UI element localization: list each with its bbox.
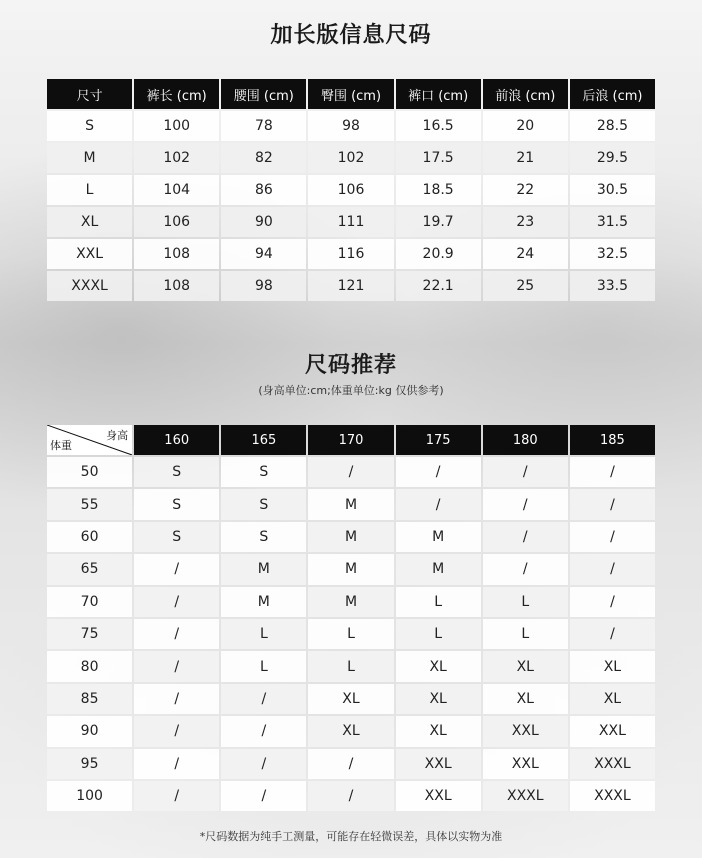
size-value-cell: 16.5 — [396, 111, 481, 141]
recommended-size-cell: / — [221, 781, 306, 811]
recommendation-row — [47, 619, 655, 649]
recommendation-subtitle: (身高单位:cm;体重单位:kg 仅供参考) — [258, 384, 444, 397]
size-value-cell: 19.7 — [396, 207, 481, 237]
recommended-size-cell: / — [134, 781, 219, 811]
recommended-size-cell: / — [134, 749, 219, 779]
recommended-size-cell: L — [396, 619, 481, 649]
recommended-size-cell: / — [134, 684, 219, 714]
header-cell: 尺寸 — [47, 79, 132, 109]
recommended-size-cell: M — [308, 554, 393, 584]
recommended-size-cell: S — [221, 489, 306, 519]
size-row — [47, 175, 655, 205]
recommendation-table — [45, 423, 657, 813]
recommended-size-cell: L — [221, 619, 306, 649]
size-value-cell: 18.5 — [396, 175, 481, 205]
size-value-cell: 31.5 — [570, 207, 655, 237]
height-header-cell: 185 — [570, 425, 655, 455]
size-value-cell: 90 — [221, 207, 306, 237]
recommended-size-cell: / — [570, 587, 655, 617]
recommended-size-cell: / — [570, 489, 655, 519]
size-value-cell: 17.5 — [396, 143, 481, 173]
recommended-size-cell: L — [308, 651, 393, 681]
recommended-size-cell: M — [308, 489, 393, 519]
weight-cell: 90 — [47, 716, 132, 746]
recommended-size-cell: / — [570, 457, 655, 487]
size-label-cell: L — [47, 175, 132, 205]
weight-cell: 85 — [47, 684, 132, 714]
height-header-row — [47, 425, 655, 455]
recommended-size-cell: XXL — [396, 749, 481, 779]
recommended-size-cell: / — [570, 522, 655, 552]
recommended-size-cell: / — [483, 489, 568, 519]
recommended-size-cell: S — [134, 457, 219, 487]
size-value-cell: 106 — [134, 207, 219, 237]
size-value-cell: 121 — [308, 271, 393, 301]
recommended-size-cell: / — [308, 457, 393, 487]
size-value-cell: 86 — [221, 175, 306, 205]
recommended-size-cell: / — [134, 554, 219, 584]
size-row — [47, 207, 655, 237]
recommended-size-cell: / — [221, 749, 306, 779]
recommended-size-cell: M — [396, 522, 481, 552]
corner-header-cell — [47, 425, 132, 455]
weight-cell: 65 — [47, 554, 132, 584]
height-header-cell: 175 — [396, 425, 481, 455]
size-row — [47, 143, 655, 173]
size-value-cell: 25 — [483, 271, 568, 301]
weight-cell: 50 — [47, 457, 132, 487]
recommended-size-cell: / — [483, 554, 568, 584]
size-row — [47, 239, 655, 269]
recommendation-row — [47, 651, 655, 681]
size-value-cell: 24 — [483, 239, 568, 269]
recommended-size-cell: L — [483, 587, 568, 617]
size-value-cell: 111 — [308, 207, 393, 237]
weight-cell: 75 — [47, 619, 132, 649]
recommended-size-cell: / — [308, 781, 393, 811]
size-label-cell: XL — [47, 207, 132, 237]
header-cell: 前浪 (cm) — [483, 79, 568, 109]
size-value-cell: 106 — [308, 175, 393, 205]
height-header-cell: 170 — [308, 425, 393, 455]
recommended-size-cell: / — [221, 716, 306, 746]
header-cell: 裤长 (cm) — [134, 79, 219, 109]
recommended-size-cell: XL — [308, 684, 393, 714]
recommended-size-cell: L — [221, 651, 306, 681]
recommended-size-cell: / — [483, 457, 568, 487]
recommended-size-cell: XL — [396, 716, 481, 746]
size-value-cell: 30.5 — [570, 175, 655, 205]
size-row — [47, 271, 655, 301]
recommended-size-cell: / — [483, 522, 568, 552]
weight-cell: 60 — [47, 522, 132, 552]
size-value-cell: 116 — [308, 239, 393, 269]
size-value-cell: 22 — [483, 175, 568, 205]
recommended-size-cell: / — [134, 716, 219, 746]
size-value-cell: 20 — [483, 111, 568, 141]
size-header-row — [47, 79, 655, 109]
recommended-size-cell: / — [308, 749, 393, 779]
size-value-cell: 98 — [221, 271, 306, 301]
recommended-size-cell: L — [483, 619, 568, 649]
recommendation-row — [47, 522, 655, 552]
recommended-size-cell: L — [396, 587, 481, 617]
recommended-size-cell: XL — [483, 651, 568, 681]
recommended-size-cell: M — [221, 554, 306, 584]
recommended-size-cell: XXXL — [483, 781, 568, 811]
recommended-size-cell: XL — [396, 684, 481, 714]
recommended-size-cell: M — [308, 522, 393, 552]
recommended-size-cell: M — [396, 554, 481, 584]
size-value-cell: 82 — [221, 143, 306, 173]
size-info-title: 加长版信息尺码 — [270, 23, 432, 48]
size-row — [47, 111, 655, 141]
size-value-cell: 100 — [134, 111, 219, 141]
header-cell: 臀围 (cm) — [308, 79, 393, 109]
recommended-size-cell: / — [396, 489, 481, 519]
recommended-size-cell: S — [134, 489, 219, 519]
size-value-cell: 102 — [308, 143, 393, 173]
recommendation-row — [47, 457, 655, 487]
size-value-cell: 32.5 — [570, 239, 655, 269]
recommended-size-cell: S — [221, 457, 306, 487]
size-value-cell: 98 — [308, 111, 393, 141]
recommended-size-cell: XL — [308, 716, 393, 746]
recommended-size-cell: S — [134, 522, 219, 552]
size-label-cell: XXXL — [47, 271, 132, 301]
recommended-size-cell: M — [308, 587, 393, 617]
header-cell: 后浪 (cm) — [570, 79, 655, 109]
weight-cell: 80 — [47, 651, 132, 681]
recommended-size-cell: XL — [570, 684, 655, 714]
size-value-cell: 28.5 — [570, 111, 655, 141]
size-value-cell: 21 — [483, 143, 568, 173]
recommendation-row — [47, 716, 655, 746]
recommended-size-cell: / — [221, 684, 306, 714]
size-value-cell: 22.1 — [396, 271, 481, 301]
size-value-cell: 102 — [134, 143, 219, 173]
footnote: *尺码数据为纯手工测量，可能存在轻微误差，具体以实物为准 — [199, 830, 503, 843]
header-cell: 腰围 (cm) — [221, 79, 306, 109]
recommended-size-cell: XL — [483, 684, 568, 714]
header-cell: 裤口 (cm) — [396, 79, 481, 109]
size-value-cell: 94 — [221, 239, 306, 269]
size-value-cell: 20.9 — [396, 239, 481, 269]
recommended-size-cell: / — [570, 554, 655, 584]
recommended-size-cell: S — [221, 522, 306, 552]
recommendation-row — [47, 749, 655, 779]
height-header-cell: 180 — [483, 425, 568, 455]
recommended-size-cell: XXL — [483, 716, 568, 746]
recommended-size-cell: / — [396, 457, 481, 487]
recommended-size-cell: M — [221, 587, 306, 617]
size-value-cell: 104 — [134, 175, 219, 205]
recommendation-title: 尺码推荐 — [304, 353, 397, 378]
size-value-cell: 108 — [134, 271, 219, 301]
recommended-size-cell: L — [308, 619, 393, 649]
weight-cell: 100 — [47, 781, 132, 811]
size-label-cell: M — [47, 143, 132, 173]
weight-cell: 95 — [47, 749, 132, 779]
recommended-size-cell: XL — [570, 651, 655, 681]
weight-cell: 55 — [47, 489, 132, 519]
recommended-size-cell: XXL — [483, 749, 568, 779]
recommended-size-cell: / — [134, 651, 219, 681]
weight-cell: 70 — [47, 587, 132, 617]
recommendation-row — [47, 781, 655, 811]
recommendation-row — [47, 587, 655, 617]
size-value-cell: 108 — [134, 239, 219, 269]
recommendation-row — [47, 554, 655, 584]
size-label-cell: XXL — [47, 239, 132, 269]
recommended-size-cell: XXXL — [570, 749, 655, 779]
height-axis-label: 身高 — [106, 429, 129, 442]
recommended-size-cell: / — [134, 587, 219, 617]
height-header-cell: 165 — [221, 425, 306, 455]
weight-axis-label: 体重 — [50, 439, 72, 452]
recommended-size-cell: / — [134, 619, 219, 649]
recommended-size-cell: / — [570, 619, 655, 649]
recommended-size-cell: XXL — [396, 781, 481, 811]
size-value-cell: 78 — [221, 111, 306, 141]
recommendation-row — [47, 684, 655, 714]
recommended-size-cell: XL — [396, 651, 481, 681]
size-value-cell: 33.5 — [570, 271, 655, 301]
recommended-size-cell: XXL — [570, 716, 655, 746]
size-value-cell: 29.5 — [570, 143, 655, 173]
size-value-cell: 23 — [483, 207, 568, 237]
size-label-cell: S — [47, 111, 132, 141]
recommendation-row — [47, 489, 655, 519]
height-header-cell: 160 — [134, 425, 219, 455]
recommended-size-cell: XXXL — [570, 781, 655, 811]
size-info-table — [45, 77, 657, 303]
